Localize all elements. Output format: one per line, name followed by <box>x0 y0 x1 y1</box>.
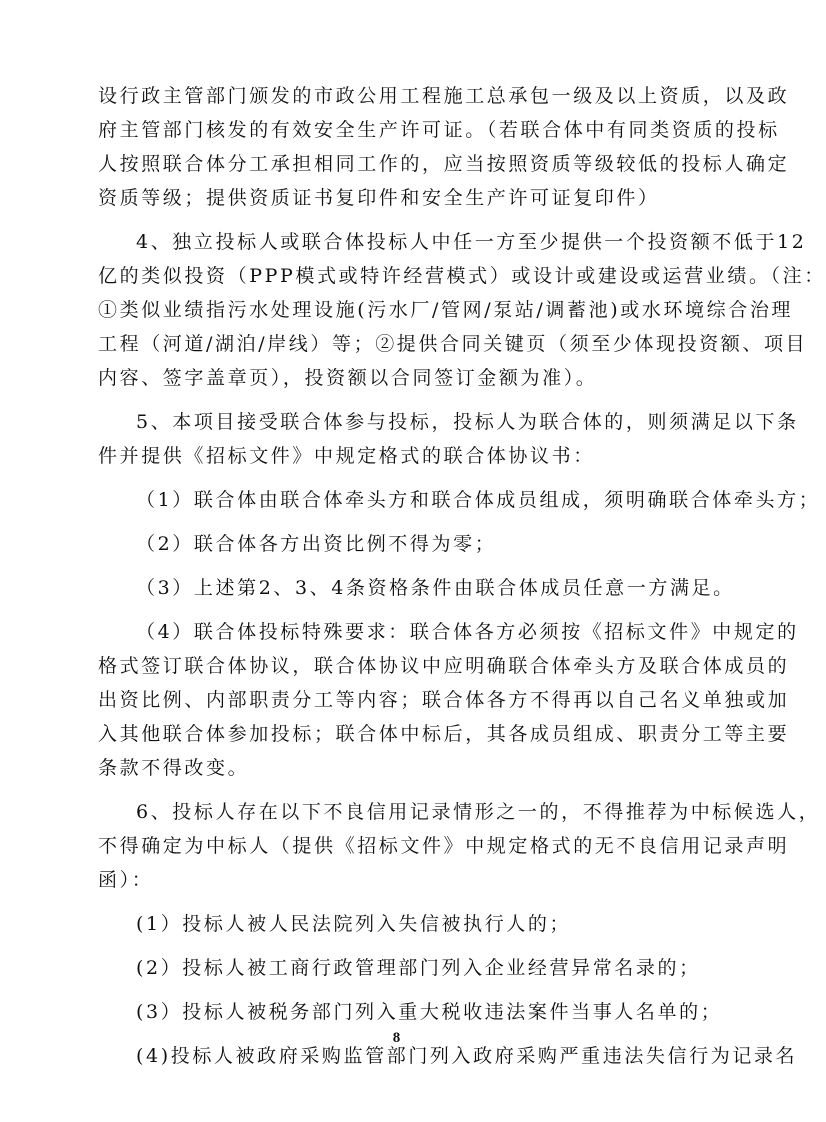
paragraph-item-5-2: （2）联合体各方出资比例不得为零； <box>136 533 497 555</box>
paragraph-item-6-3: (3）投标人被税务部门列入重大税收违法案件当事人名单的； <box>136 1001 723 1023</box>
paragraph-item-5-1: （1）联合体由联合体牵头方和联合体成员组成，须明确联合体牵头方； <box>136 489 821 511</box>
page-number: 8 <box>392 1030 401 1046</box>
text-line: 入其他联合体参加投标；联合体中标后，其各成员组成、职责分工等主要 <box>98 723 790 745</box>
text-line: 内容、签字盖章页），投资额以合同签订金额为准）。 <box>98 367 598 389</box>
paragraph-item-6-1: (1）投标人被人民法院列入失信被执行人的； <box>136 913 572 935</box>
paragraph-item-4 <box>98 225 826 395</box>
text-line: 工程（河道/湖泊/岸线）等；②提供合同关键页（须至少体现投资额、项目 <box>98 333 808 355</box>
text-line: 府主管部门核发的有效安全生产许可证。（若联合体中有同类资质的投标 <box>98 119 780 141</box>
text-line: 函）： <box>98 869 154 891</box>
paragraph-item-5-3: （3）上述第2、3、4条资格条件由联合体成员任意一方满足。 <box>136 577 735 599</box>
paragraph-item-5 <box>98 405 799 473</box>
text-line: 件并提供《招标文件》中规定格式的联合体协议书： <box>98 445 595 467</box>
text-line: 亿的类似投资（PPP模式或特许经营模式）或设计或建设或运营业绩。（注： <box>98 265 826 287</box>
text-line: ①类似业绩指污水处理设施(污水厂/管网/泵站/调蓄池)或水环境综合治理 <box>98 299 794 321</box>
text-line: 不得确定为中标人（提供《招标文件》中规定格式的无不良信用记录声明 <box>98 835 790 857</box>
text-line: 资质等级；提供资质证书复印件和安全生产许可证复印件） <box>98 187 660 209</box>
paragraph-item-6-2: (2）投标人被工商行政管理部门列入企业经营异常名录的； <box>136 957 701 979</box>
text-line: 设行政主管部门颁发的市政公用工程施工总承包一级及以上资质，以及政 <box>98 85 790 107</box>
paragraph-item-6-4: (4)投标人被政府采购监管部门列入政府采购严重违法失信行为记录名 <box>136 1045 798 1067</box>
paragraph-qualification-continued <box>98 79 790 215</box>
text-line: 5、本项目接受联合体参与投标，投标人为联合体的，则须满足以下条 <box>136 411 799 433</box>
document-body <box>98 79 826 1073</box>
text-line: 4、独立投标人或联合体投标人中任一方至少提供一个投资额不低于12 <box>136 231 807 253</box>
text-line: 条款不得改变。 <box>98 757 250 779</box>
paragraph-item-5-4 <box>98 615 799 785</box>
text-line: 出资比例、内部职责分工等内容；联合体各方不得再以自己名义单独或加 <box>98 689 790 711</box>
text-line: （4）联合体投标特殊要求：联合体各方必须按《招标文件》中规定的 <box>136 621 799 643</box>
text-line: 人按照联合体分工承担相同工作的，应当按照资质等级较低的投标人确定 <box>98 153 790 175</box>
text-line: 格式签订联合体协议，联合体协议中应明确联合体牵头方及联合体成员的 <box>98 655 790 677</box>
text-line: 6、投标人存在以下不良信用记录情形之一的，不得推荐为中标候选人， <box>136 801 821 823</box>
paragraph-item-6 <box>98 795 821 897</box>
